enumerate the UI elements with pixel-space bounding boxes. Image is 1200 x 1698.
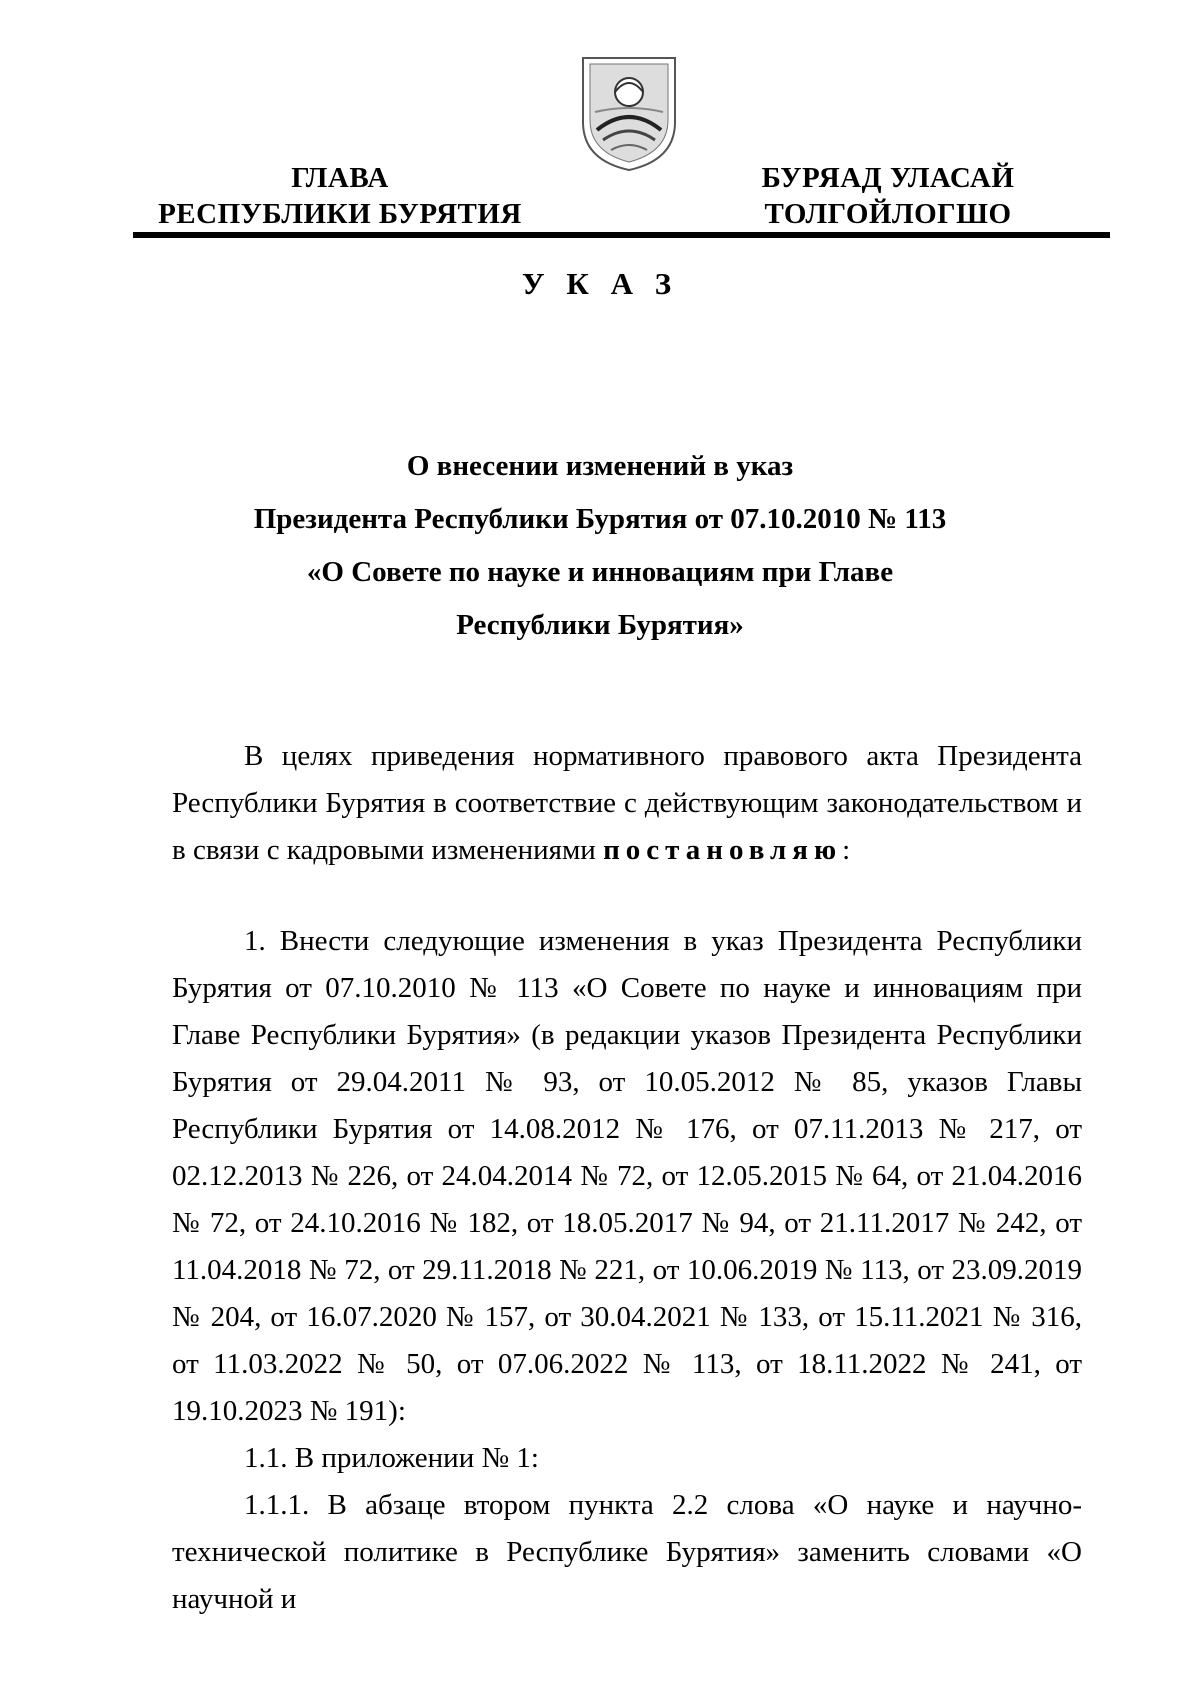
document-type: У К А З <box>521 266 679 301</box>
item-1 <box>172 918 1082 1623</box>
preamble <box>172 733 1082 874</box>
item-1-1-1-text: 1.1.1. В абзаце втором пункта 2.2 слова «О науке и научно-технической политике в Республике Бурятия» заменить словами «О научной и <box>172 1489 1082 1615</box>
title-line-3: «О Совете по науке и инновациям при Главе <box>306 556 894 588</box>
item-1-1-text: 1.1. В приложении № 1: <box>244 1442 539 1474</box>
title-line-4: Республики Бурятия» <box>456 609 744 641</box>
header-divider <box>133 232 1110 238</box>
document-title <box>180 440 1020 652</box>
header-right-line1: БУРЯАД УЛАСАЙ <box>761 162 1015 194</box>
title-line-2: Президента Республики Бурятия от 07.10.2010 № 113 <box>253 503 947 535</box>
preamble-paragraph <box>172 733 1082 874</box>
preamble-end: : <box>842 834 851 866</box>
header-right-line2: ТОЛГОЙЛОГШО <box>764 198 1012 230</box>
item-1-text: 1. Внести следующие изменения в указ Президента Республики Бурятия от 07.10.2010 № 113 «О Совете по науке и инновациям при Главе Республики Бурятия» (в редакции указов Президента Республики Бурятия от 29.04.2011 № 93, от 10.05.2012 № 85, указов Главы Республики Бурятия от 14.08.2012 № 176, от 07.11.2013 № 217, от 02.12.2013 № 226, от 24.04.2014 № 72, от 12.05.2015 № 64, от 21.04.2016 № 72, от 24.10.2016 № 182, от 18.05.2017 № 94, от 21.11.2017 № 242, от 11.04.2018 № 72, от 29.11.2018 № 221, от 10.06.2019 № 113, от 23.09.2019 № 204, от 16.07.2020 № 157, от 30.04.2021 № 133, от 15.11.2021 № 316, от 11.03.2022 № 50, от 07.06.2022 № 113, от 18.11.2022 № 241, от 19.10.2023 № 191): <box>172 925 1082 1427</box>
preamble-text: В целях приведения нормативного правового акта Президента Республики Бурятия в соответствие с действующим законодательством и в связи с кадровыми изменениями <box>172 740 1082 866</box>
header-left-line1: ГЛАВА <box>291 162 389 194</box>
coat-of-arms-icon <box>575 52 683 174</box>
decree-word: постановляю <box>603 834 843 866</box>
header-left-line2: РЕСПУБЛИКИ БУРЯТИЯ <box>158 198 522 230</box>
header-right <box>718 160 1058 232</box>
header-left <box>150 160 530 232</box>
title-line-1: О внесении изменений в указ <box>406 450 794 482</box>
